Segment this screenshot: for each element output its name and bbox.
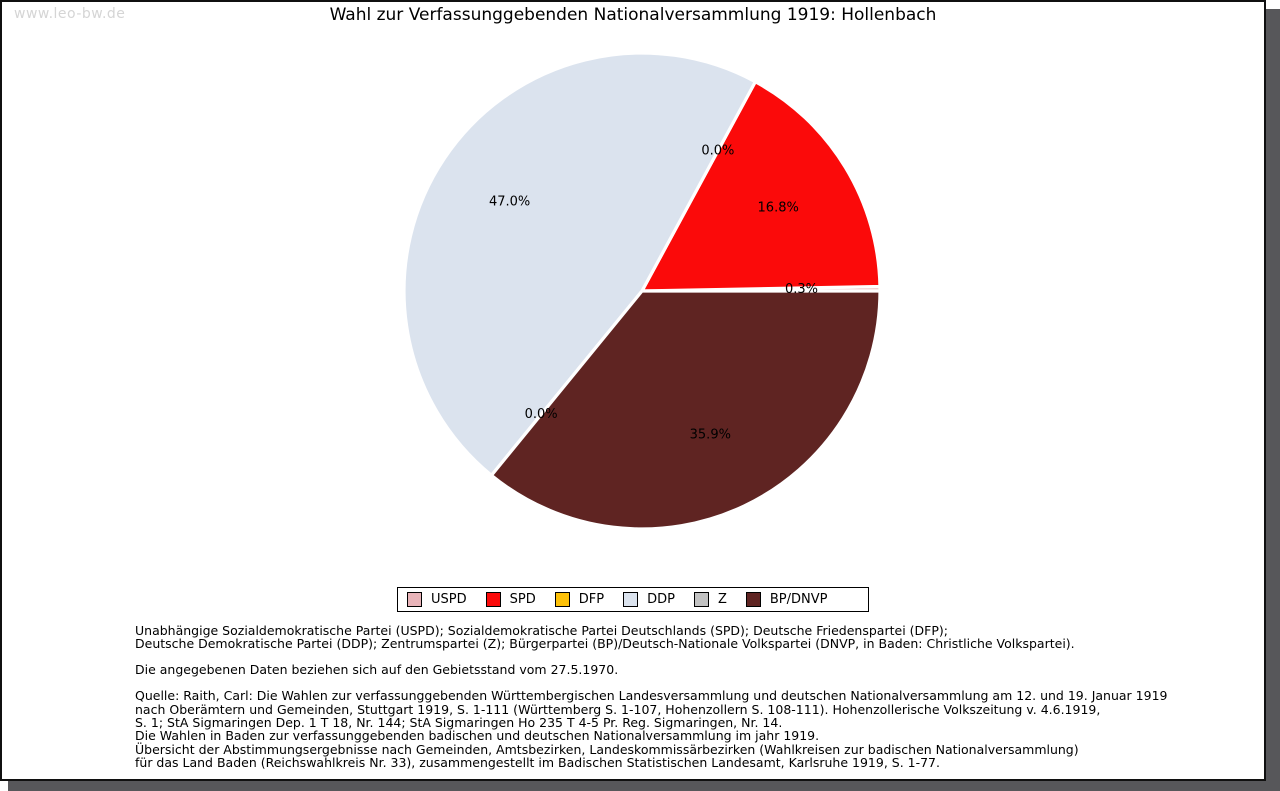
legend-item-spd xyxy=(486,592,536,607)
source-line: nach Oberämtern und Gemeinden, Stuttgart 1919, S. 1-111 (Württemberg S. 1-107, Hohenzollern S. 108-111). Hohenzollerische Volkszeitung v. 4.6.1919, xyxy=(135,701,1101,717)
legend-item-uspd xyxy=(407,592,467,607)
data-status-note: Die angegebenen Daten beziehen sich auf den Gebietsstand vom 27.5.1970. xyxy=(135,661,619,677)
source-citation xyxy=(135,689,1244,769)
pie-value-label-spd: 16.8% xyxy=(757,200,799,216)
legend-swatch xyxy=(555,592,570,607)
source-line: Quelle: Raith, Carl: Die Wahlen zur verfassunggebenden Württembergischen Landesversammlung und deutschen Nationalversammlung am 12. und 19. Januar 1919 xyxy=(135,688,1168,704)
legend-swatch xyxy=(694,592,709,607)
pie-value-label-bp-dnvp: 35.9% xyxy=(689,427,731,443)
legend-label: USPD xyxy=(431,592,467,607)
legend-item-z xyxy=(694,592,727,607)
source-line: Übersicht der Abstimmungsergebnisse nach Gemeinden, Amtsbezirken, Landeskommissärbezirken (Wahlkreisen zur badischen Nationalversammlung) xyxy=(135,741,1079,757)
legend-label: Z xyxy=(717,592,727,607)
legend-item-bp-dnvp xyxy=(746,592,828,607)
pie-value-label-uspd: 0.3% xyxy=(784,282,819,297)
footer xyxy=(135,624,1244,770)
legend-label: DFP xyxy=(578,592,605,607)
party-names-line: Unabhängige Sozialdemokratische Partei (USPD); Sozialdemokratische Partei Deutschlands (SPD); Deutsche Friedenspartei (DFP); xyxy=(135,623,948,638)
frame-shadow-bottom xyxy=(8,781,1266,791)
legend-swatch xyxy=(623,592,638,607)
legend-label: BP/DNVP xyxy=(769,592,828,607)
party-names-note xyxy=(135,624,1244,651)
legend-swatch xyxy=(486,592,501,607)
pie-value-label-ddp: 47.0% xyxy=(488,194,531,210)
pie-value-label-z: 0.0% xyxy=(524,407,558,422)
legend-label: DDP xyxy=(647,592,675,607)
page-title: Wahl zur Verfassunggebenden Nationalversammlung 1919: Hollenbach xyxy=(329,5,937,25)
legend xyxy=(397,587,869,612)
legend-swatch xyxy=(746,592,761,607)
pie-value-label-dfp: 0.0% xyxy=(701,143,735,159)
legend-item-ddp xyxy=(623,592,675,607)
source-line: Die Wahlen in Baden zur verfassunggebenden badischen und deutschen Nationalversammlung im jahr 1919. xyxy=(135,728,820,744)
source-line: für das Land Baden (Reichswahlkreis Nr. 33), zusammengestellt im Badischen Statistischen Landesamt, Karlsruhe 1919, S. 1-77. xyxy=(135,755,940,771)
source-line: S. 1; StA Sigmaringen Dep. 1 T 18, Nr. 144; StA Sigmaringen Ho 235 T 4-5 Pr. Reg. Sigmaringen, Nr. 14. xyxy=(135,715,783,731)
legend-swatch xyxy=(407,592,422,607)
legend-item-dfp xyxy=(555,592,604,607)
legend-label: SPD xyxy=(509,592,536,607)
frame-shadow-right xyxy=(1266,9,1280,791)
party-names-line: Deutsche Demokratische Partei (DDP); Zentrumspartei (Z); Bürgerpartei (BP)/Deutsch-Nationale Volkspartei (DNVP, in Baden: Christliche Volkspartei). xyxy=(135,636,1075,652)
watermark: www.leo-bw.de xyxy=(14,6,126,22)
